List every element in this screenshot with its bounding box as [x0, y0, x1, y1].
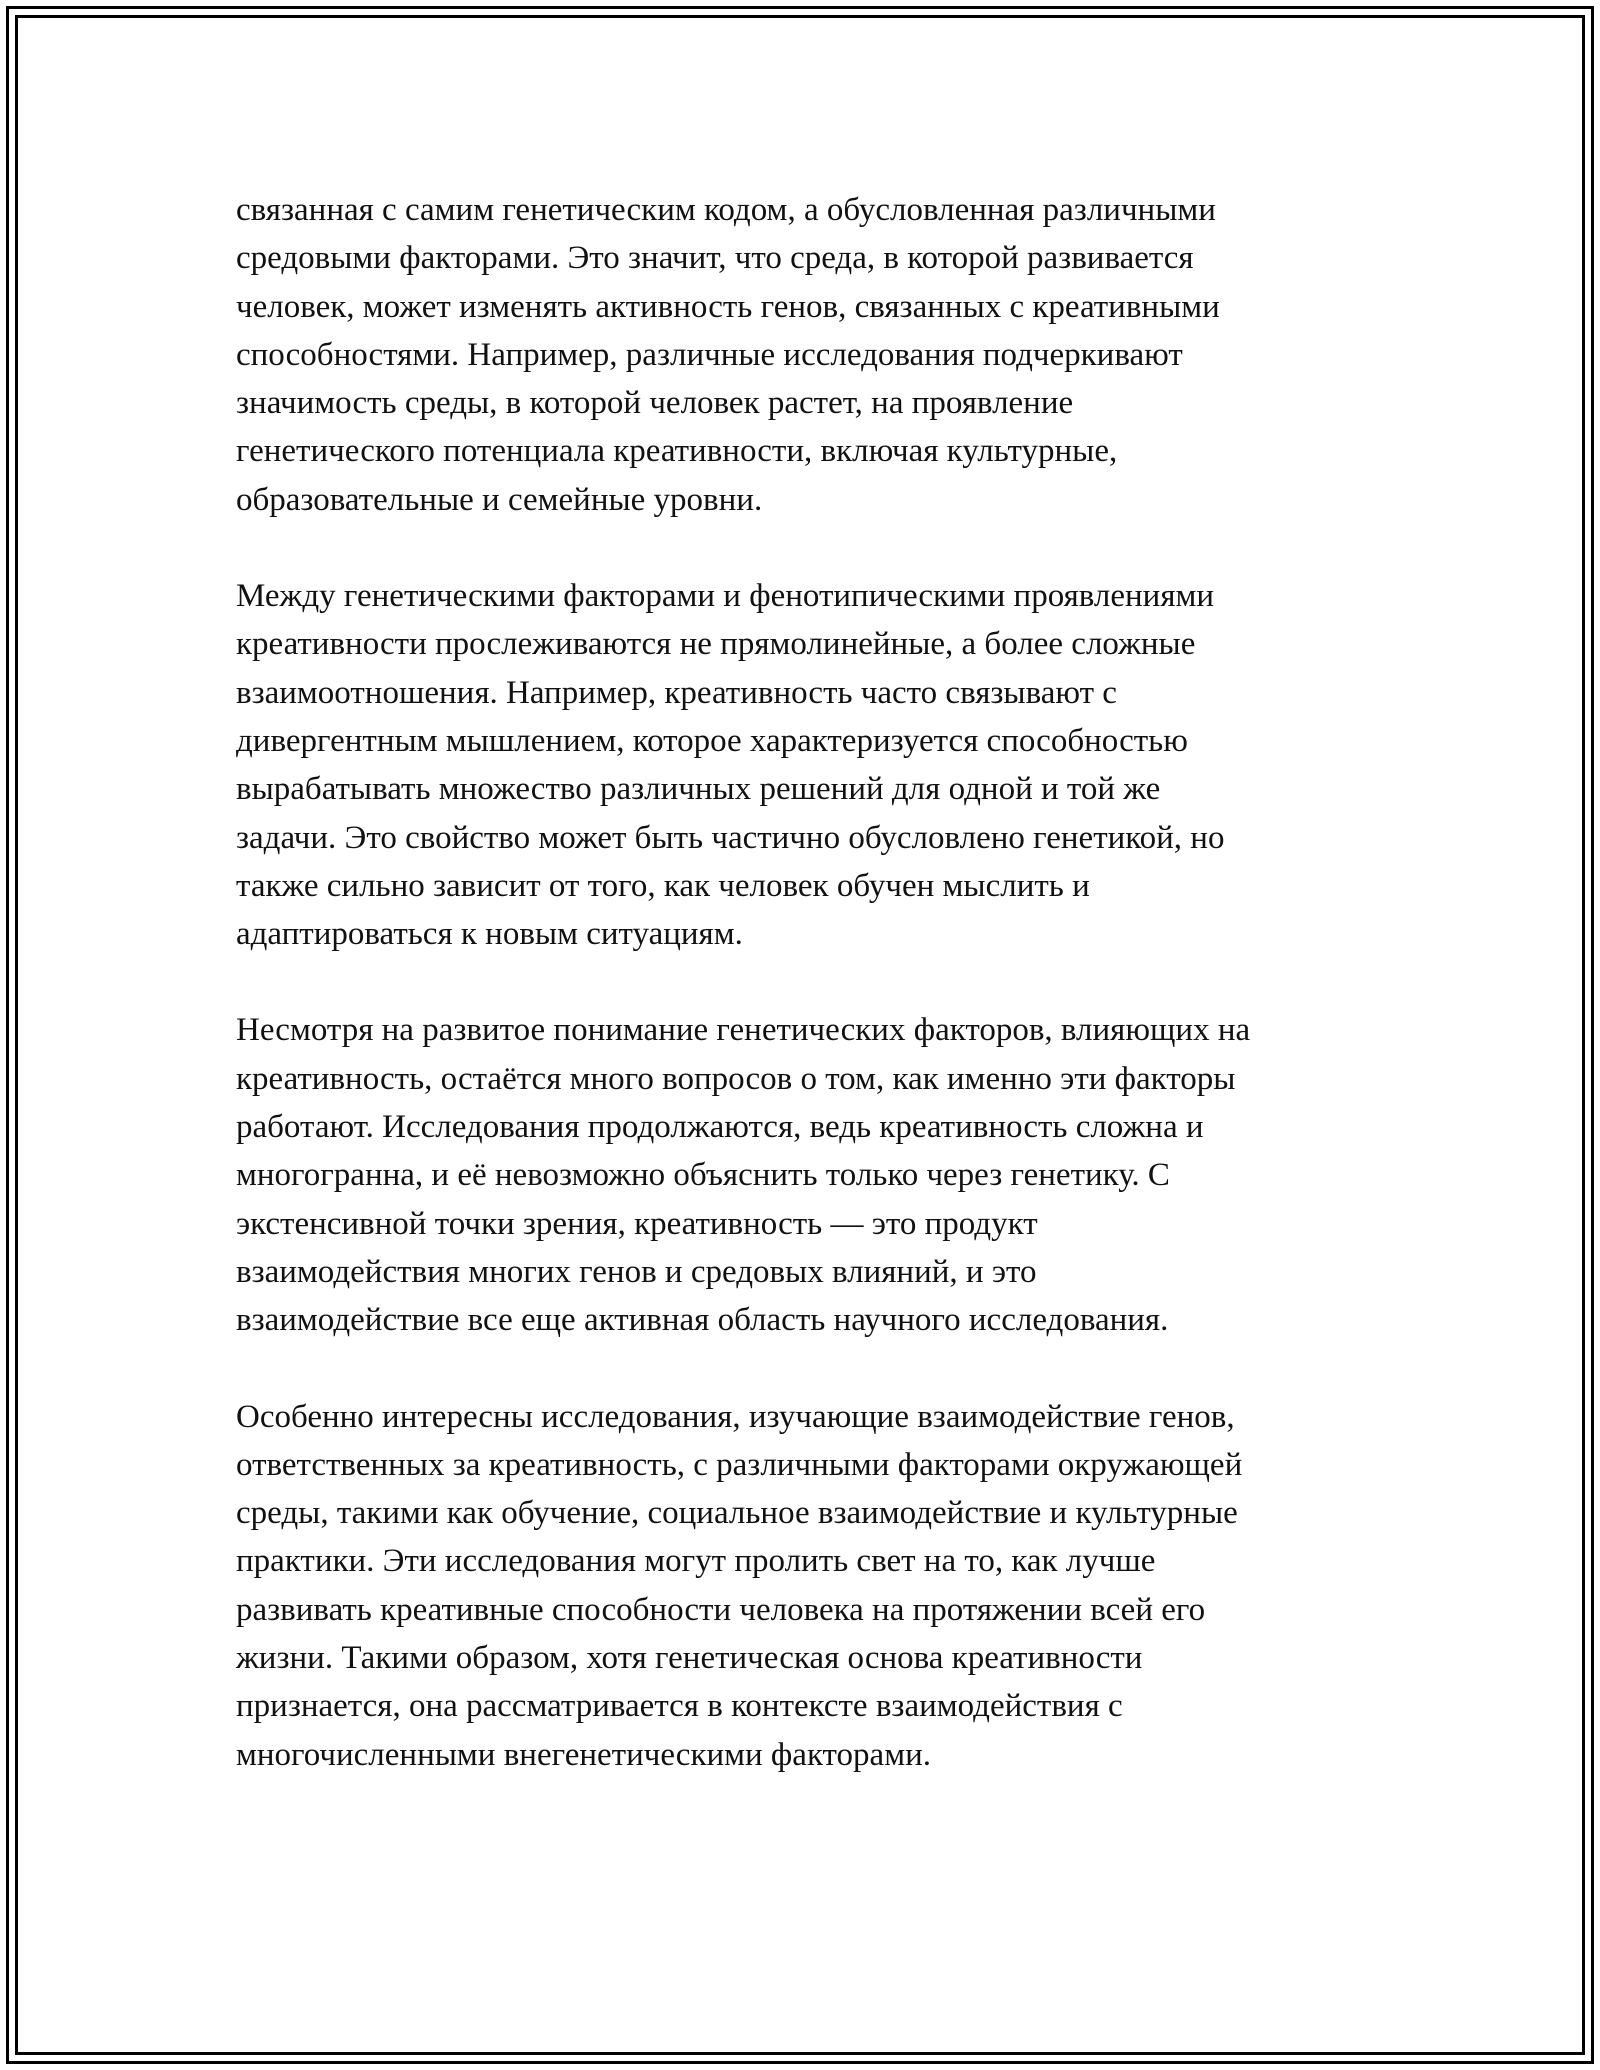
text-line: среды, такими как обучение, социальное взаимодействие и культурные [236, 1495, 1238, 1532]
text-line: работают. Исследования продолжаются, ведь креативность сложна и [236, 1109, 1204, 1146]
text-line: признается, она рассматривается в контексте взаимодействия с [236, 1688, 1123, 1725]
text-line: жизни. Такими образом, хотя генетическая основа креативности [236, 1640, 1143, 1677]
text-line: значимость среды, в которой человек растет, на проявление [236, 385, 1074, 422]
text-line: человек, может изменять активность генов, связанных с креативными [236, 288, 1220, 325]
paragraph-3 [236, 1006, 1376, 1344]
text-line: вырабатывать множество различных решений для одной и той же [236, 771, 1161, 808]
document-body [236, 186, 1376, 1827]
text-line: многочисленными внегенетическими факторами. [236, 1736, 931, 1773]
text-line: многогранна, и её невозможно объяснить только через генетику. С [236, 1157, 1170, 1194]
text-line: адаптироваться к новым ситуациям. [236, 916, 743, 953]
paragraph-4 [236, 1393, 1376, 1779]
text-line: задачи. Это свойство может быть частично обусловлено генетикой, но [236, 819, 1225, 856]
paragraph-1 [236, 186, 1376, 524]
text-line: экстенсивной точки зрения, креативность — это продукт [236, 1205, 1038, 1242]
text-line: также сильно зависит от того, как человек обучен мыслить и [236, 867, 1090, 904]
text-line: Особенно интересны исследования, изучающие взаимодействие генов, [236, 1398, 1235, 1435]
text-line: Несмотря на развитое понимание генетических факторов, влияющих на [236, 1012, 1251, 1049]
text-line: взаимодействие все еще активная область научного исследования. [236, 1302, 1169, 1339]
text-line: средовыми факторами. Это значит, что среда, в которой развивается [236, 240, 1194, 277]
text-line: образовательные и семейные уровни. [236, 481, 763, 518]
text-line: взаимодействия многих генов и средовых влияний, и это [236, 1253, 1037, 1290]
text-line: взаимоотношения. Например, креативность часто связывают с [236, 674, 1117, 711]
text-line: Между генетическими факторами и фенотипическими проявлениями [236, 578, 1215, 615]
text-line: способностями. Например, различные исследования подчеркивают [236, 336, 1183, 373]
text-line: креативность, остаётся много вопросов о том, как именно эти факторы [236, 1060, 1236, 1097]
text-line: практики. Эти исследования могут пролить свет на то, как лучше [236, 1543, 1156, 1580]
text-line: генетического потенциала креативности, включая культурные, [236, 433, 1118, 470]
text-line: ответственных за креативность, с различными факторами окружающей [236, 1446, 1243, 1483]
text-line: креативности прослеживаются не прямолинейные, а более сложные [236, 626, 1196, 663]
text-line: развивать креативные способности человека на протяжении всей его [236, 1591, 1206, 1628]
text-line: дивергентным мышлением, которое характеризуется способностью [236, 722, 1188, 759]
paragraph-2 [236, 572, 1376, 958]
text-line: связанная с самим генетическим кодом, а обусловленная различными [236, 192, 1216, 228]
